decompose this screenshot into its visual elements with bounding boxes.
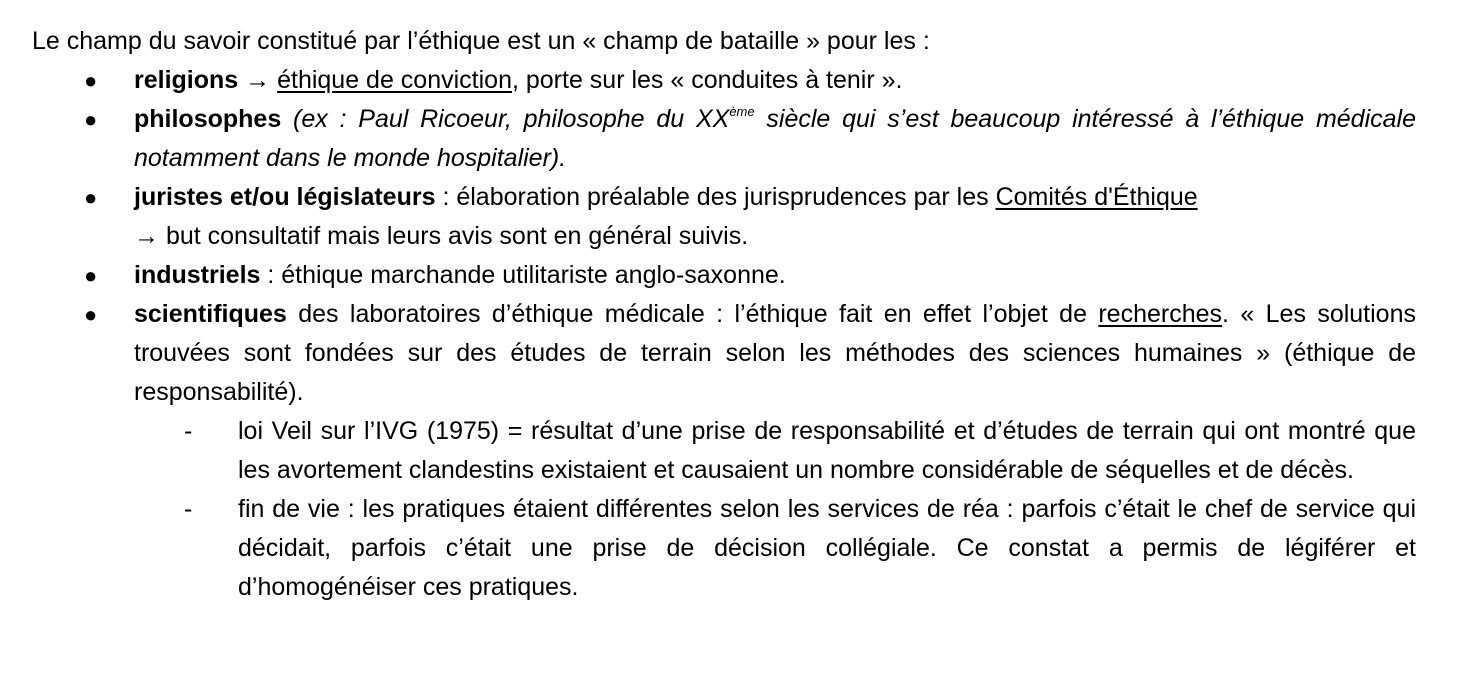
term-juristes: juristes et/ou législateurs [134,183,436,211]
sub-item-fin-de-vie [134,490,1416,607]
arrow-text: → [238,66,278,94]
intro-paragraph: Le champ du savoir constitué par l’éthique est un « champ de bataille » pour les : [32,27,930,55]
term-philosophes: philosophes [134,105,282,133]
list-item-scientifiques [32,295,1416,607]
item-text: des laboratoires d’éthique médicale : l’éthique fait en effet l’objet de [286,300,1099,328]
item-text: : éthique marchande utilitariste anglo-saxonne. [260,261,786,289]
item-text: . « Les solutions trouvées sont fondées sur des études de terrain selon les méthodes des sciences humaines » (éthique de responsabilité). [134,300,1416,406]
item-text: , porte sur les « conduites à tenir ». [511,66,903,94]
list-item-juristes [32,178,1416,256]
bullet-icon: ● [84,185,98,210]
list-item-industriels [32,256,1416,295]
bullet-icon: ● [84,107,98,132]
dash-icon: - [184,495,193,523]
bullet-icon: ● [84,302,98,327]
item-text-line-2: → but consultatif mais leurs avis sont en général suivis. [134,222,749,250]
italic-text: (ex : Paul Ricoeur, philosophe du XX [281,105,730,133]
bullet-list [32,61,1416,607]
superscript-eme: ème [729,104,755,119]
italic-text: siècle qui s’est beaucoup intéressé à l’éthique médicale notamment dans le monde hospitalier). [134,105,1416,172]
sub-item-loi-veil [134,412,1416,490]
list-item-religions [32,61,1416,100]
dash-icon: - [184,417,193,445]
bullet-icon: ● [84,263,98,288]
underlined-recherches: recherches [1098,300,1223,328]
underlined-comites-d-ethique: Comités d'Éthique [995,183,1198,211]
underlined-ethique-de-conviction: éthique de conviction [277,66,512,94]
term-industriels: industriels [134,261,261,289]
bullet-icon: ● [84,68,98,93]
sub-item-text: fin de vie : les pratiques étaient différentes selon les services de réa : parfois c’était le chef de service qui décidait, parfois c’était une prise de décision collégiale. Ce constat a permis de légiférer et d’homogénéiser ces pratiques. [238,495,1416,601]
term-scientifiques: scientifiques [134,300,287,328]
term-religions: religions [134,66,239,94]
list-item-philosophes [32,100,1416,178]
sub-item-text: loi Veil sur l’IVG (1975) = résultat d’une prise de responsabilité et d’études de terrain qui ont montré que les avortement clandestins existaient et causaient un nombre considérable de séquelles et de décès. [238,417,1416,484]
document-page [32,22,1416,607]
item-text: : élaboration préalable des jurisprudences par les [435,183,996,211]
sub-list [134,412,1416,607]
